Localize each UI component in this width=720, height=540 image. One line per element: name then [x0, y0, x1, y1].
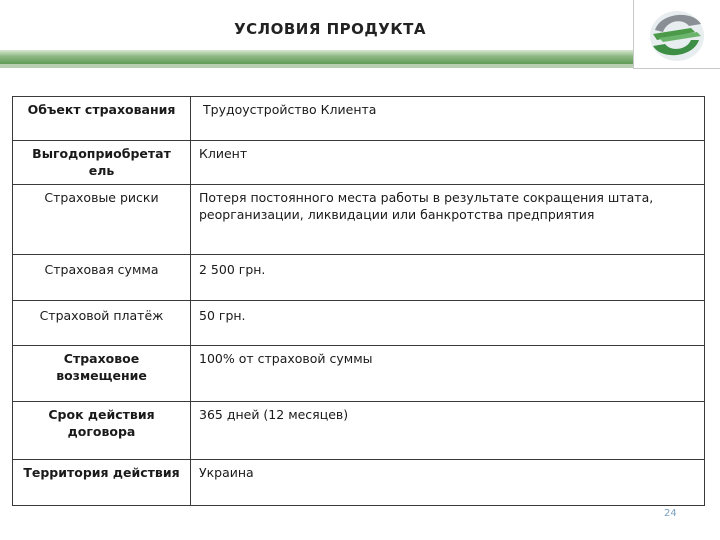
table-row — [13, 402, 705, 460]
row-label: Выгодоприобретат ель — [13, 141, 191, 185]
logo-container — [633, 0, 720, 69]
company-logo-icon — [643, 4, 711, 64]
table-row — [13, 255, 705, 301]
table-row — [13, 97, 705, 141]
row-value: 100% от страховой суммы — [191, 346, 705, 402]
row-label: Страховая сумма — [13, 255, 191, 301]
row-value: 2 500 грн. — [191, 255, 705, 301]
row-value: Трудоустройство Клиента — [191, 97, 705, 141]
table-row — [13, 346, 705, 402]
row-label: Страховые риски — [13, 185, 191, 255]
row-value: 50 грн. — [191, 301, 705, 346]
row-value: Украина — [191, 460, 705, 506]
row-label: Срок действия договора — [13, 402, 191, 460]
row-label: Территория действия — [13, 460, 191, 506]
product-terms-table — [12, 96, 705, 506]
row-value: Клиент — [191, 141, 705, 185]
page-number: 24 — [664, 508, 677, 519]
row-label: Объект страхования — [13, 97, 191, 141]
table-row — [13, 301, 705, 346]
row-value: 365 дней (12 месяцев) — [191, 402, 705, 460]
table-row — [13, 185, 705, 255]
row-label: Страховой платёж — [13, 301, 191, 346]
row-value: Потеря постоянного места работы в результате сокращения штата, реорганизации, ликвидации или банкротства предприятия — [191, 185, 705, 255]
header-band-stripe — [0, 64, 720, 68]
header-band — [0, 50, 720, 64]
table-row — [13, 460, 705, 506]
table-row — [13, 141, 705, 185]
row-label: Страховое возмещение — [13, 346, 191, 402]
page-title: УСЛОВИЯ ПРОДУКТА — [234, 20, 426, 38]
